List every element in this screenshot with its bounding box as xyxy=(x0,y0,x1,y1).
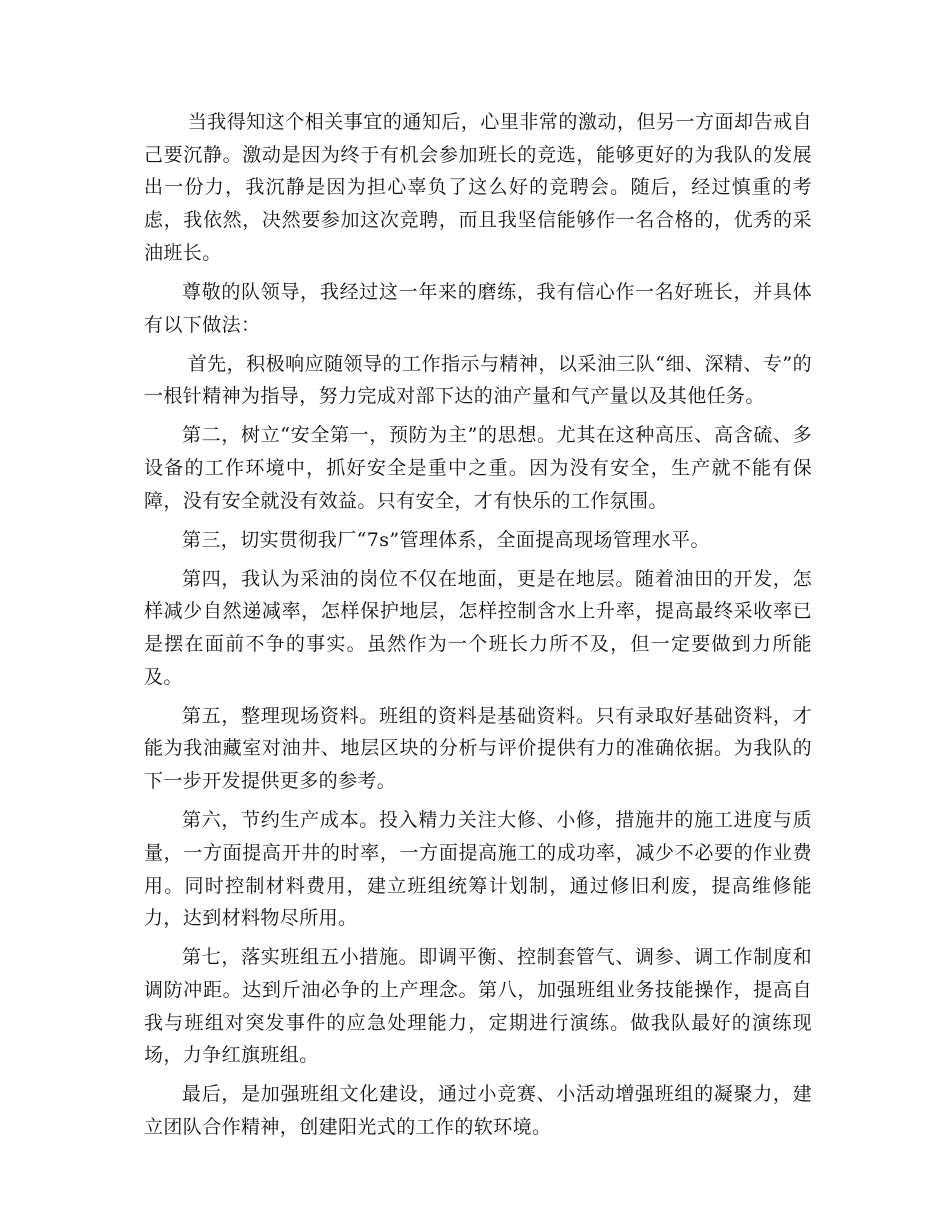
paragraph-1: 当我得知这个相关事宜的通知后，心里非常的激动，但另一方面却告戒自己要沉静。激动是因为终于有机会参加班长的竞选，能够更好的为我队的发展出一份力，我沉静是因为担心辜负了这么好的竞聘会。随后，经过慎重的考虑，我依然，决然要参加这次竞聘，而且我坚信能够作一名合格的，优秀的采油班长。 xyxy=(144,111,812,264)
paragraph-7: 第五，整理现场资料。班组的资料是基础资料。只有录取好基础资料，才能为我油藏室对油井、地层区块的分析与评价提供有力的准确依据。为我队的下一步开发提供更多的参考。 xyxy=(144,704,812,793)
paragraph-8: 第六，节约生产成本。投入精力关注大修、小修，措施井的施工进度与质量，一方面提高开井的时率，一方面提高施工的成功率，减少不必要的作业费用。同时控制材料费用，建立班组统筹计划制，通过修旧利废，提高维修能力，达到材料物尽所用。 xyxy=(144,809,812,930)
paragraph-10: 最后，是加强班组文化建设，通过小竞赛、小活动增强班组的凝聚力，建立团队合作精神，创建阳光式的工作的软环境。 xyxy=(144,1083,812,1139)
paragraph-4: 第二，树立“安全第一，预防为主”的思想。尤其在这种高压、高含硫、多设备的工作环境中，抓好安全是重中之重。因为没有安全，生产就不能有保障，没有安全就没有效益。只有安全，才有快乐的工作氛围。 xyxy=(144,424,812,512)
paragraph-9: 第七，落实班组五小措施。即调平衡、控制套管气、调参、调工作制度和调防冲距。达到斤油必争的上产理念。第八，加强班组业务技能操作，提高自我与班组对突发事件的应急处理能力，定期进行演练。做我队最好的演练现场，力争红旗班组。 xyxy=(144,946,812,1067)
document-body xyxy=(144,106,812,1150)
paragraph-6: 第四，我认为采油的岗位不仅在地面，更是在地层。随着油田的开发，怎样减少自然递减率，怎样保护地层，怎样控制含水上升率，提高最终采收率已是摆在面前不争的事实。虽然作为一个班长力所不及，但一定要做到力所能及。 xyxy=(144,567,812,688)
paragraph-2: 尊敬的队领导，我经过这一年来的磨练，我有信心作一名好班长，并具体有以下做法： xyxy=(144,280,812,336)
paragraph-5: 第三，切实贯彻我厂“7s”管理体系，全面提高现场管理水平。 xyxy=(182,528,710,551)
paragraph-3: 首先，积极响应随领导的工作指示与精神，以采油三队“细、深精、专”的一根针精神为指导，努力完成对部下达的油产量和气产量以及其他任务。 xyxy=(144,352,812,408)
